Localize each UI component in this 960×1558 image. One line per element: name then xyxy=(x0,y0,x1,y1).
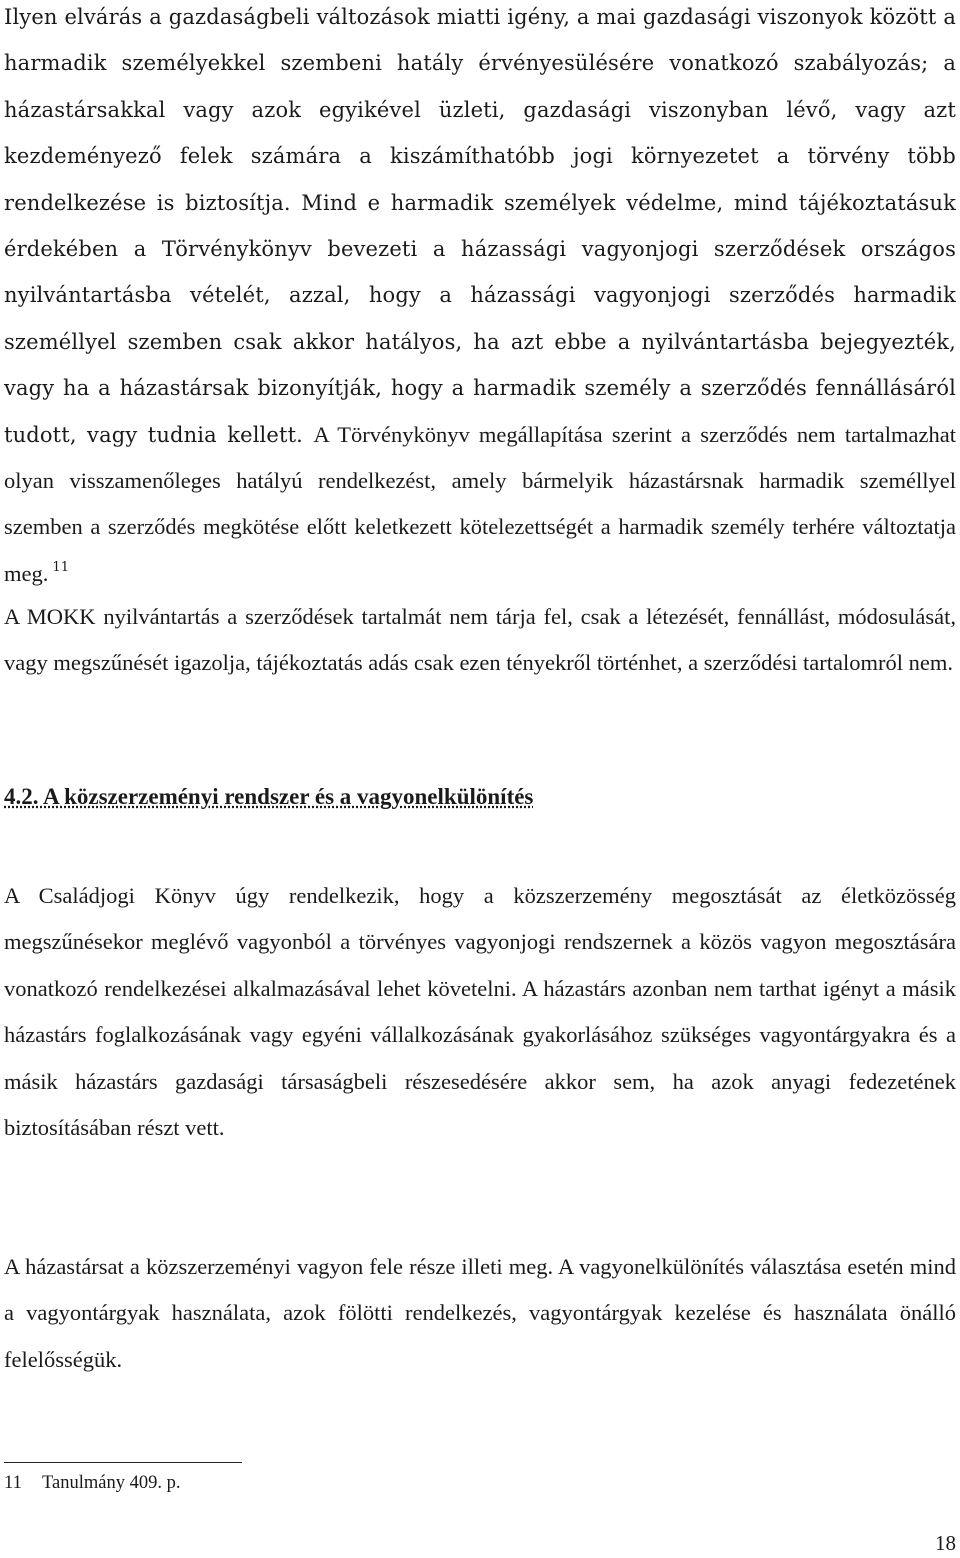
paragraph-1-main-text: Ilyen elvárás a gazdaságbeli változások miatti igény, a mai gazdasági viszonyok között a harmadik személyekkel szembeni hatály érvényesülésére vonatkozó szabályozás; a házastársakkal vagy azok egyikével üzleti, gazdasági viszonyban lévő, vagy azt kezdeményező felek számára a kiszámíthatóbb jogi környezetet a törvény több rendelkezése is biztosítja. Mind e harmadik személyek védelme, mind tájékoztatásuk érdekében a Törvénykönyv bevezeti a házassági vagyonjogi szerződések országos nyilvántartásba vételét, azzal, hogy a házassági vagyonjogi szerződés harmadik személlyel szemben csak akkor hatályos, ha azt ebbe a nyilvántartásba bejegyezték, vagy ha a házastársak bizonyítják, hogy a harmadik személy a szerződés fennállásáról tudott, vagy tudnia kellett. xyxy=(4,5,956,447)
paragraph-1-tail-text: A Törvénykönyv megállapítása szerint a szerződés nem tartalmazhat olyan visszamenőleges hatályú rendelkezést, amely bármelyik házastársnak harmadik személlyel szemben a szerződés megkötése előtt keletkezett kötelezettségét a harmadik személy terhére változtatja meg. xyxy=(4,421,956,586)
footnote xyxy=(4,1471,180,1495)
footnote-number: 11 xyxy=(4,1473,22,1493)
section-heading: 4.2. A közszerzeményi rendszer és a vagyonelkülönítés xyxy=(4,784,534,809)
footnote-text: Tanulmány 409. p. xyxy=(42,1473,181,1493)
paragraph-separation-of-property: A házastársat a közszerzeményi vagyon fele része illeti meg. A vagyonelkülönítés választása esetén mind a vagyontárgyak használata, azok fölötti rendelkezés, vagyontárgyak kezelése és használata önálló felelősségük. xyxy=(4,1254,956,1372)
footnote-divider xyxy=(4,1462,242,1463)
paragraph-legal-effect xyxy=(4,0,956,597)
footnote-reference[interactable]: 11 xyxy=(52,559,70,575)
page-number: 18 xyxy=(935,1531,956,1555)
paragraph-community-acquisition: A Családjogi Könyv úgy rendelkezik, hogy a közszerzemény megosztását az életközösség megszűnésekor meglévő vagyonból a törvényes vagyonjogi rendszernek a közös vagyon megosztására vonatkozó rendelkezései alkalmazásával lehet követelni. A házastárs azonban nem tarthat igényt a másik házastárs foglalkozásának vagy egyéni vállalkozásának gyakorlásához szükséges vagyontárgyakra és a másik házastárs gazdasági társaságbeli részesedésére akkor sem, ha azok anyagi fedezetének biztosításában részt vett. xyxy=(4,883,956,1141)
paragraph-mokk-registry: A MOKK nyilvántartás a szerződések tartalmát nem tárja fel, csak a létezését, fennállást, módosulását, vagy megszűnését igazolja, tájékoztatás adás csak ezen tényekről történhet, a szerződési tartalomról nem. xyxy=(4,604,956,676)
